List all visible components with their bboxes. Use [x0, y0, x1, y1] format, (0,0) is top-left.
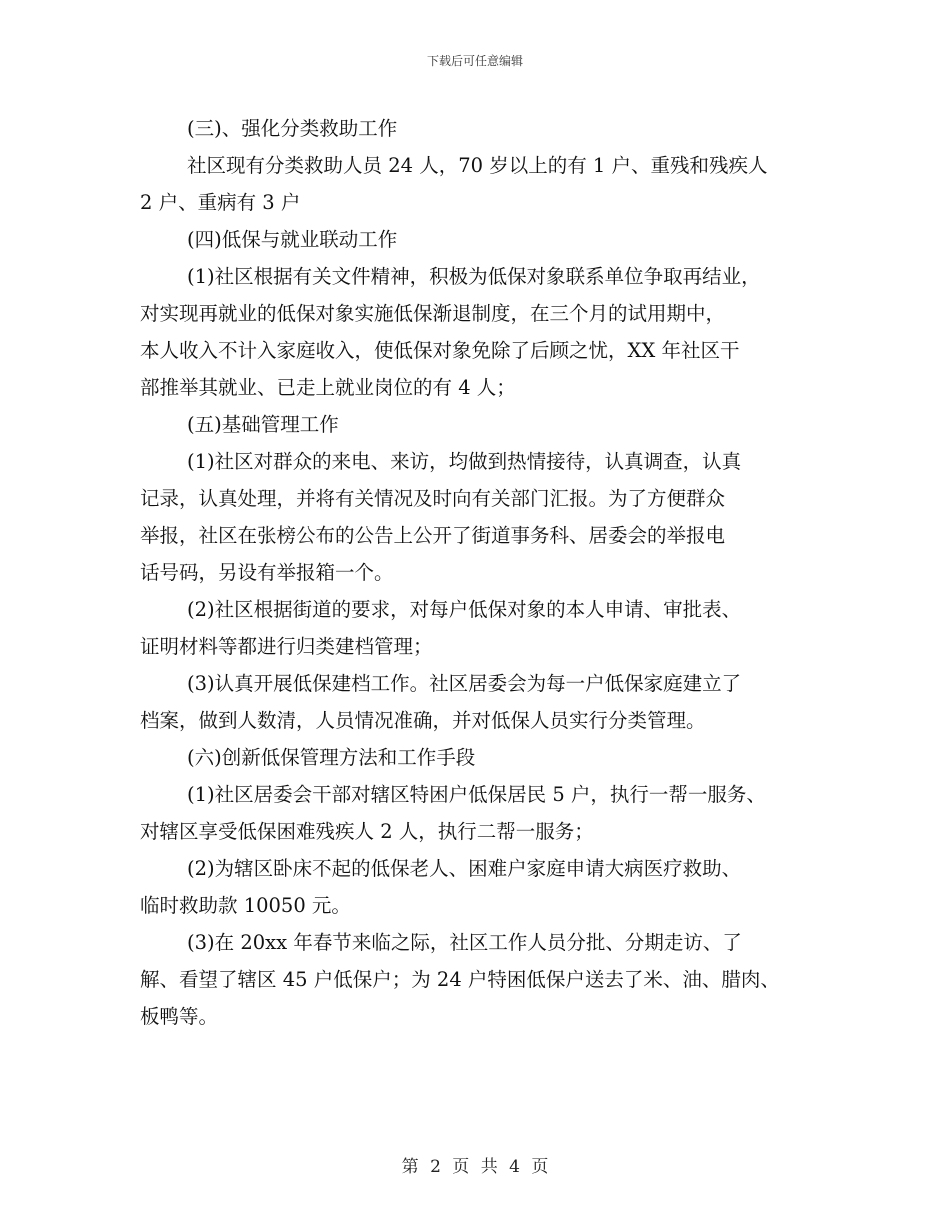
- text-line: 社区现有分类救助人员 24 人，70 岁以上的有 1 户、重残和残疾人: [187, 154, 768, 177]
- text-line: 记录，认真处理，并将有关情况及时向有关部门汇报。为了方便群众: [140, 487, 726, 510]
- text-line: 档案，做到人数清，人员情况准确，并对低保人员实行分类管理。: [140, 709, 706, 732]
- text-line: 2 户、重病有 3 户: [140, 191, 301, 214]
- text-line: 板鸭等。: [140, 1005, 219, 1028]
- text-line: 临时救助款 10050 元。: [140, 894, 351, 917]
- page-header: 下载后可任意编辑: [426, 54, 523, 68]
- text-line: 对辖区享受低保困难残疾人 2 人，执行二帮一服务；: [140, 820, 594, 843]
- text-line: (2)社区根据街道的要求，对每户低保对象的本人申请、审批表、: [187, 598, 742, 621]
- text-line: (3)在 20xx 年春节来临之际，社区工作人员分批、分期走访、了: [187, 931, 742, 954]
- text-line: (2)为辖区卧床不起的低保老人、困难户家庭申请大病医疗救助、: [187, 857, 742, 880]
- text-line: (1)社区对群众的来电、来访，均做到热情接待，认真调查，认真: [187, 450, 742, 473]
- text-line: 证明材料等都进行归类建档管理；: [140, 635, 433, 658]
- text-line: 对实现再就业的低保对象实施低保渐退制度，在三个月的试用期中，: [140, 302, 726, 325]
- document-body: [140, 110, 820, 1035]
- text-line: 本人收入不计入家庭收入，使低保对象免除了后顾之忧，XX 年社区干: [140, 339, 740, 362]
- text-line: (3)认真开展低保建档工作。社区居委会为每一户低保家庭建立了: [187, 672, 742, 695]
- text-line: 部推举其就业、已走上就业岗位的有 4 人；: [140, 376, 516, 399]
- text-line: 话号码，另设有举报箱一个。: [140, 561, 394, 584]
- page-footer: 第 2 页 共 4 页: [401, 1157, 549, 1177]
- text-line: 解、看望了辖区 45 户低保户；为 24 户特困低保户送去了米、油、腊肉、: [140, 968, 780, 991]
- text-line: (1)社区根据有关文件精神，积极为低保对象联系单位争取再结业，: [187, 265, 761, 288]
- text-line: (五)基础管理工作: [187, 413, 339, 436]
- text-line: (四)低保与就业联动工作: [187, 228, 398, 251]
- text-line: 举报，社区在张榜公布的公告上公开了街道事务科、居委会的举报电: [140, 524, 726, 547]
- text-line: (1)社区居委会干部对辖区特困户低保居民 5 户，执行一帮一服务、: [187, 783, 766, 806]
- text-line: (三)、强化分类救助工作: [187, 117, 398, 140]
- text-line: (六)创新低保管理方法和工作手段: [187, 746, 476, 769]
